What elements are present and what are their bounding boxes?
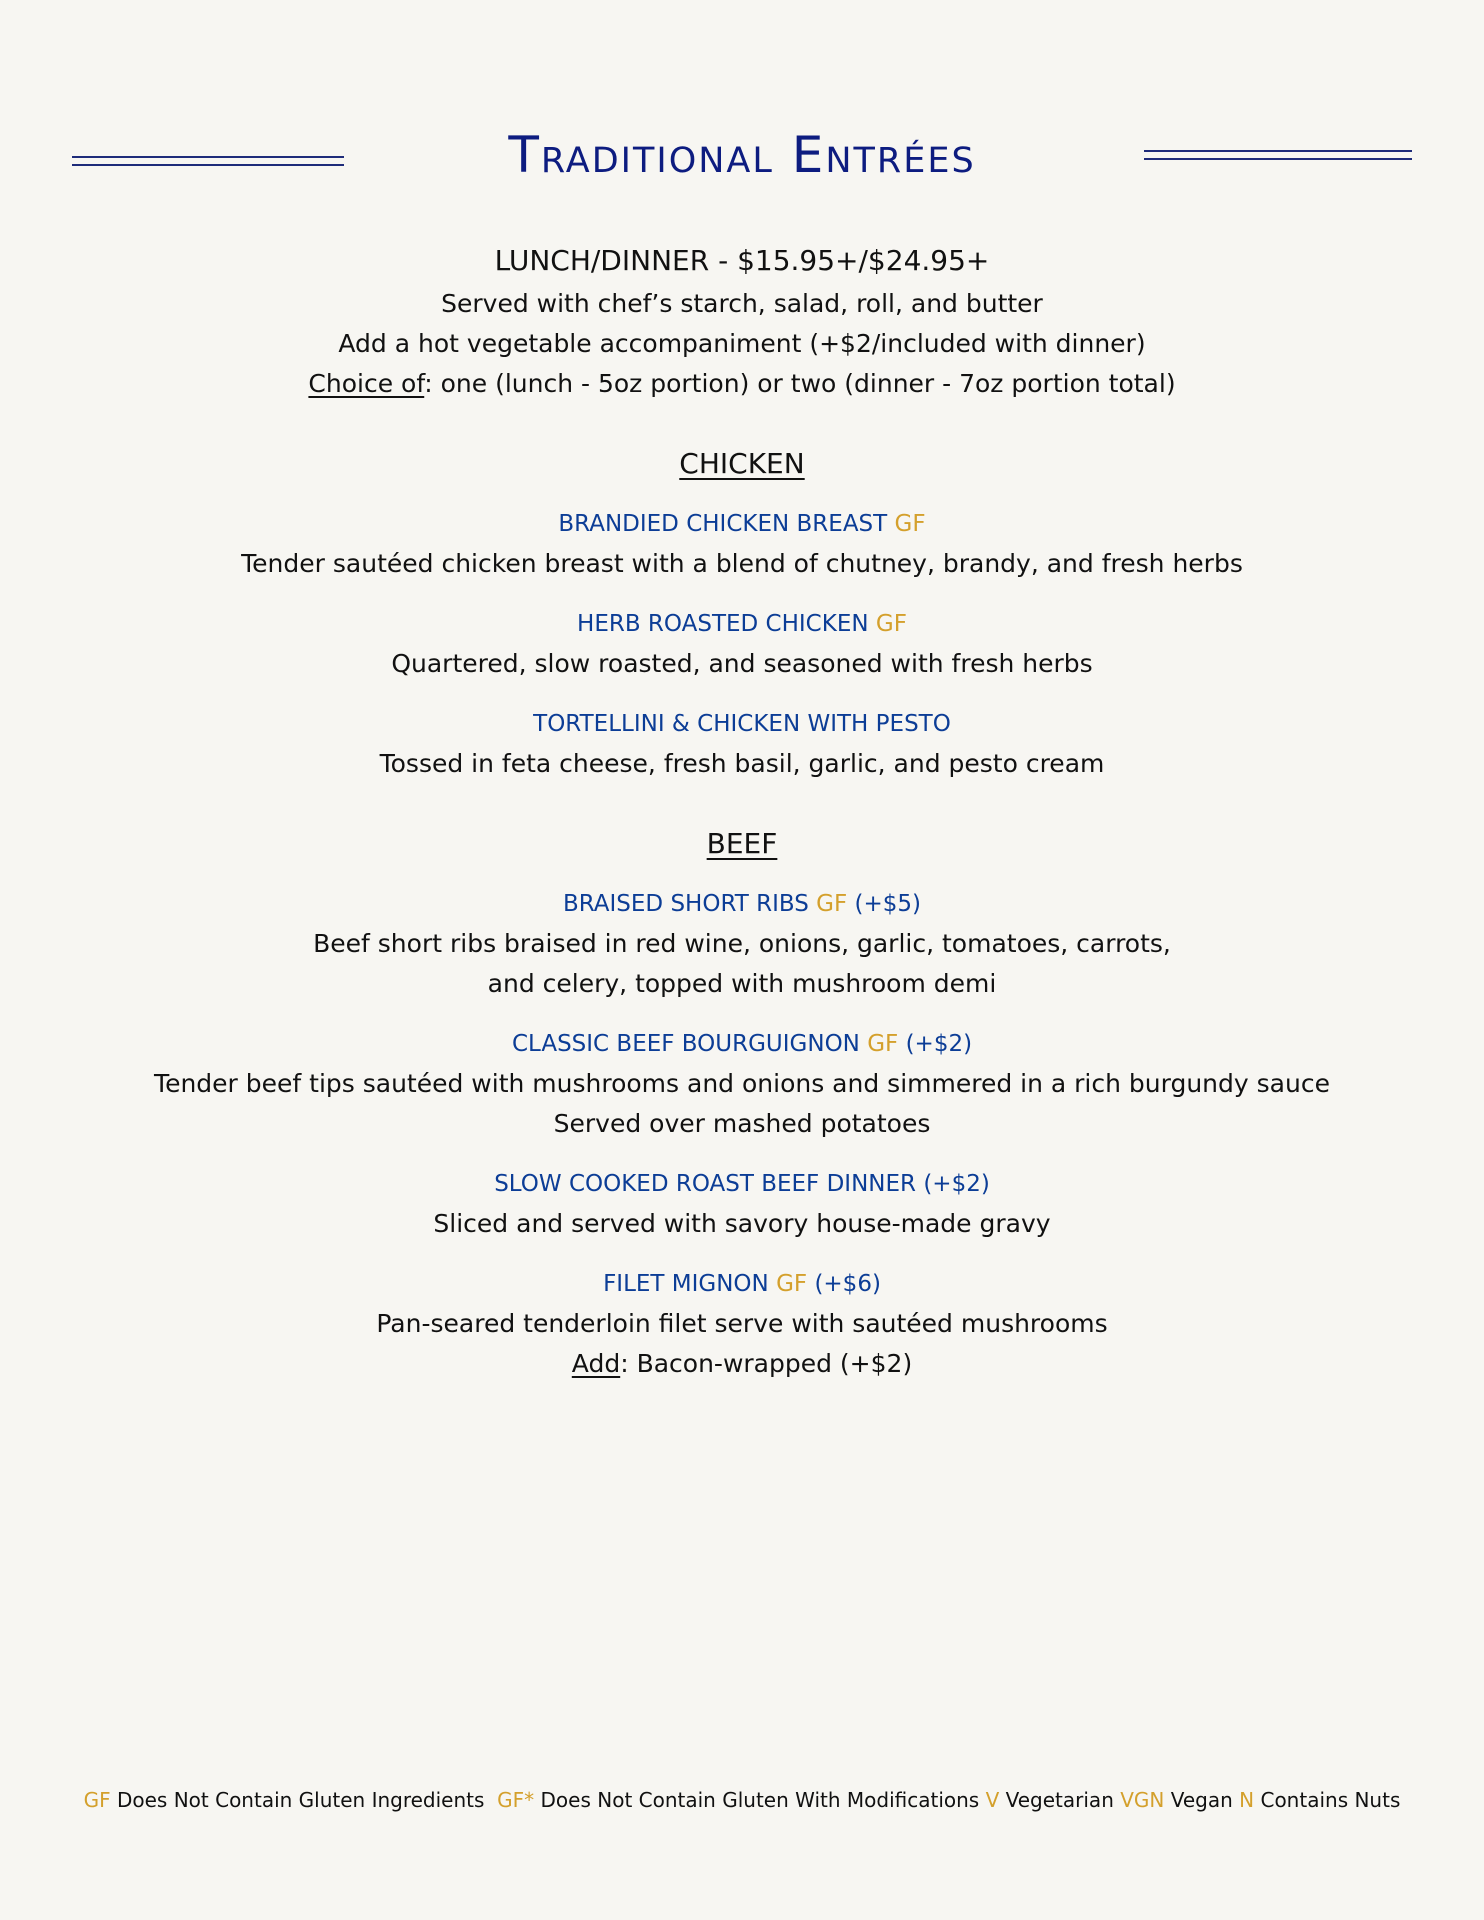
- addon-text: : Bacon-wrapped (+$2): [620, 1349, 913, 1378]
- item-description: Beef short ribs braised in red wine, onions, garlic, tomatoes, carrots,: [313, 929, 1171, 958]
- legend-gf-mod-tag: GF*: [497, 1788, 535, 1812]
- item-name: CLASSIC BEEF BOURGUIGNON: [511, 1031, 860, 1057]
- item-name: HERB ROASTED CHICKEN: [577, 611, 869, 637]
- item-name: SLOW COOKED ROAST BEEF DINNER: [494, 1171, 917, 1197]
- addon-label: Add: [571, 1349, 621, 1378]
- add-vegetable-line: Add a hot vegetable accompaniment (+$2/included with dinner): [338, 329, 1146, 358]
- item-upcharge: (+$2): [923, 1171, 990, 1197]
- item-description: and celery, topped with mushroom demi: [487, 969, 997, 998]
- menu-item: [0, 1164, 1484, 1244]
- legend-vgn-tag: VGN: [1120, 1788, 1165, 1812]
- legend-n-tag: N: [1239, 1788, 1255, 1812]
- gf-tag: GF: [816, 891, 848, 917]
- item-name: TORTELLINI & CHICKEN WITH PESTO: [533, 711, 951, 737]
- legend-gf-tag: GF: [83, 1788, 111, 1812]
- item-description: Pan-seared tenderloin filet serve with sautéed mushrooms: [376, 1309, 1108, 1338]
- page-header: [0, 118, 1484, 198]
- item-description: Quartered, slow roasted, and seasoned with fresh herbs: [391, 649, 1093, 678]
- price-line: LUNCH/DINNER - $15.95+/$24.95+: [494, 244, 990, 277]
- legend-gf-text: Does Not Contain Gluten Ingredients: [116, 1788, 485, 1812]
- menu-item: [0, 884, 1484, 1004]
- menu-item: [0, 604, 1484, 684]
- item-upcharge: (+$5): [854, 891, 922, 917]
- item-upcharge: (+$2): [905, 1031, 973, 1057]
- item-description: Tossed in feta cheese, fresh basil, garlic, and pesto cream: [379, 749, 1105, 778]
- item-name-line: [0, 1164, 1484, 1204]
- item-name: BRANDIED CHICKEN BREAST: [558, 511, 888, 537]
- menu-item: [0, 504, 1484, 584]
- item-name-line: [0, 504, 1484, 544]
- section-heading-chicken: CHICKEN: [679, 447, 805, 480]
- legend-vgn-text: Vegan: [1170, 1788, 1233, 1812]
- item-description: Tender beef tips sautéed with mushrooms and onions and simmered in a rich burgundy sauce: [154, 1069, 1330, 1098]
- page-title: Traditional Entrées: [508, 126, 976, 184]
- section-heading-beef: BEEF: [706, 827, 778, 860]
- item-description: Served over mashed potatoes: [553, 1109, 931, 1138]
- item-name-line: [0, 604, 1484, 644]
- choice-line: [0, 364, 1484, 404]
- item-name-line: [0, 1264, 1484, 1304]
- legend-v-tag: V: [985, 1788, 1000, 1812]
- gf-tag: GF: [776, 1271, 808, 1297]
- menu-item: [0, 1024, 1484, 1144]
- menu-item: [0, 704, 1484, 784]
- legend-n-text: Contains Nuts: [1260, 1788, 1401, 1812]
- item-name-line: [0, 704, 1484, 744]
- legend-gf-mod-text: Does Not Contain Gluten With Modifications: [540, 1788, 980, 1812]
- gf-tag: GF: [867, 1031, 899, 1057]
- legend-v-text: Vegetarian: [1005, 1788, 1114, 1812]
- item-name: BRAISED SHORT RIBS: [562, 891, 809, 917]
- choice-text: : one (lunch - 5oz portion) or two (dinner - 7oz portion total): [424, 369, 1176, 398]
- menu-content: [0, 238, 1484, 1404]
- item-upcharge: (+$6): [814, 1271, 881, 1297]
- item-name: FILET MIGNON: [603, 1271, 769, 1297]
- item-name-line: [0, 884, 1484, 924]
- decorative-rule-right: [1144, 150, 1412, 160]
- served-with-line: Served with chef’s starch, salad, roll, and butter: [441, 289, 1043, 318]
- gf-tag: GF: [894, 511, 926, 537]
- item-addon-line: [0, 1344, 1484, 1384]
- item-name-line: [0, 1024, 1484, 1064]
- choice-label: Choice of: [308, 369, 425, 398]
- menu-item: [0, 1264, 1484, 1384]
- item-description: Tender sautéed chicken breast with a blend of chutney, brandy, and fresh herbs: [241, 549, 1243, 578]
- item-description: Sliced and served with savory house-made gravy: [433, 1209, 1051, 1238]
- gf-tag: GF: [875, 611, 907, 637]
- dietary-legend: [0, 1784, 1484, 1816]
